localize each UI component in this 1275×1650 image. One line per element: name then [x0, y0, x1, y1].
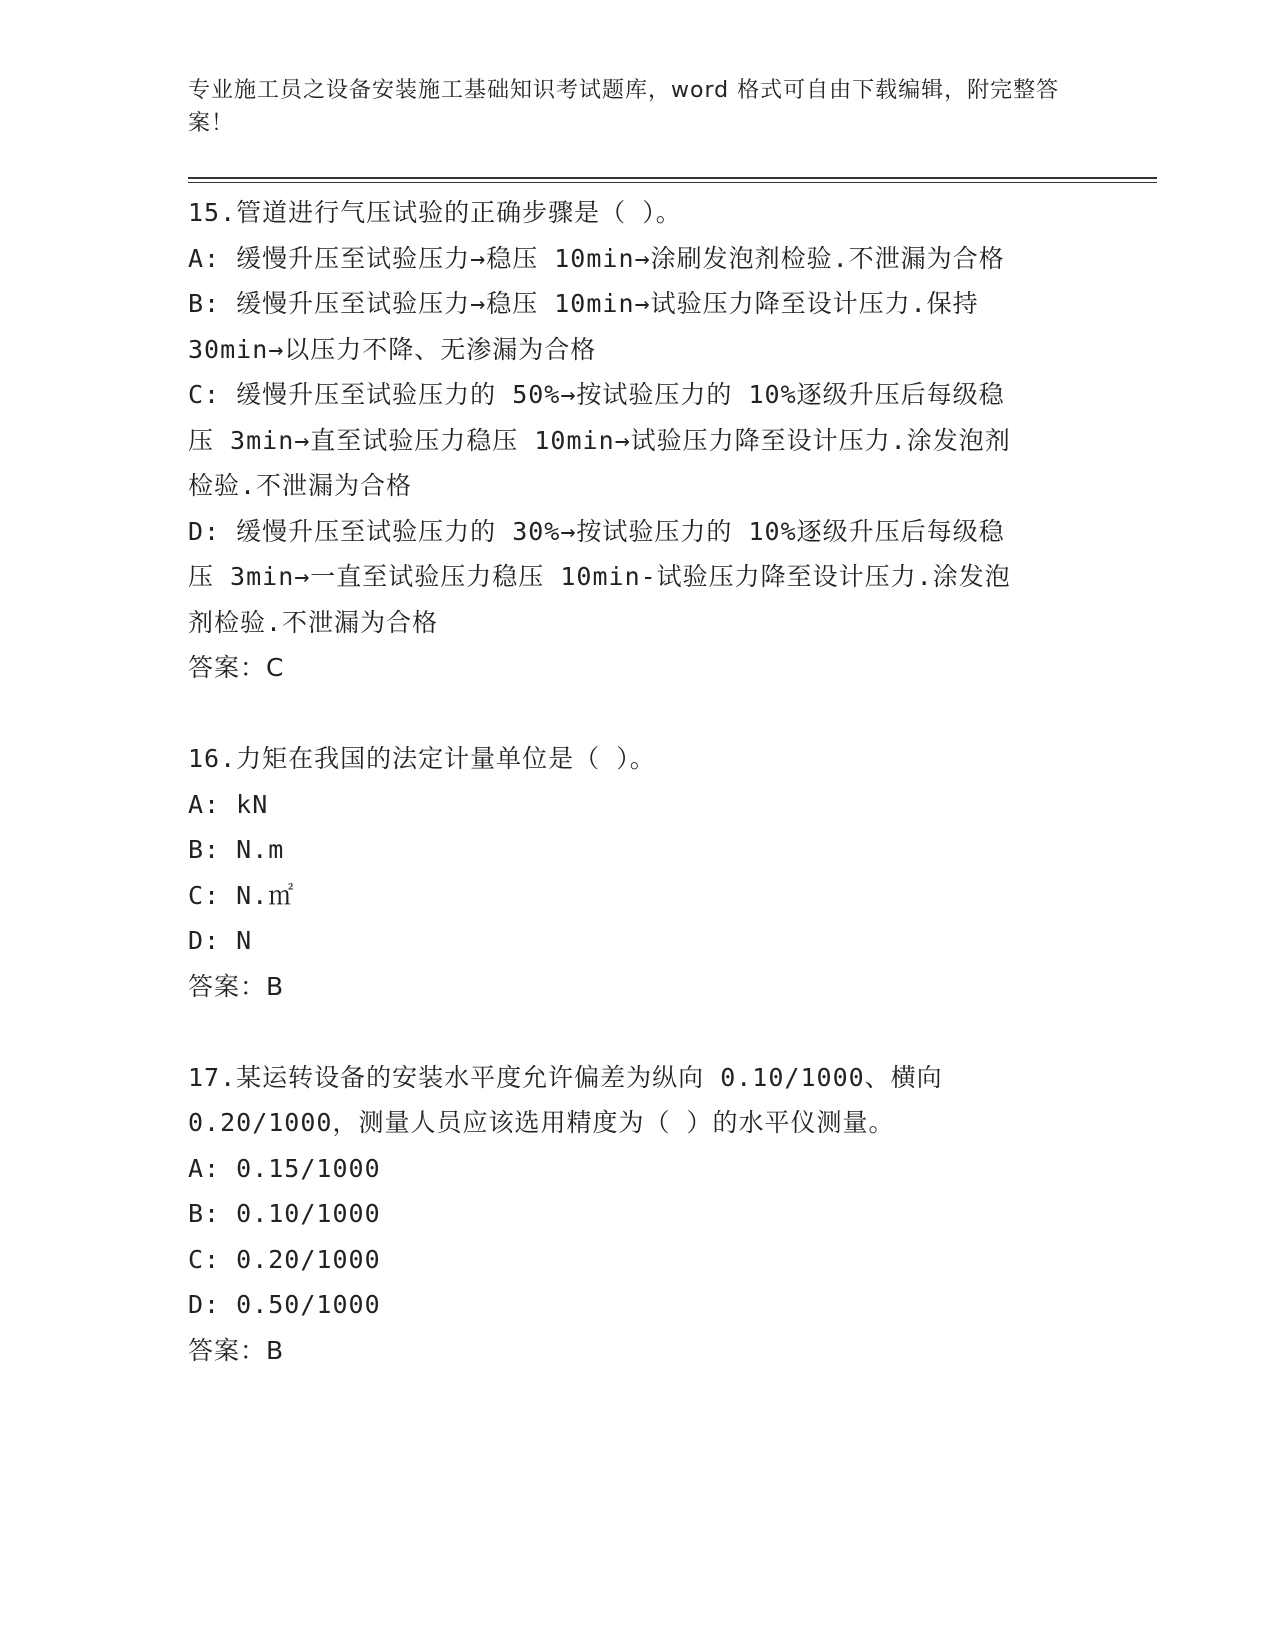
- answer-option: [188, 918, 1088, 964]
- answer-option: [188, 873, 1088, 919]
- question-stem-line: 15.管道进行气压试验的正确步骤是（ ）。: [188, 198, 682, 227]
- question-stem-line: 0.20/1000，测量人员应该选用精度为（ ）的水平仪测量。: [188, 1108, 895, 1137]
- answer-option: [188, 236, 1088, 282]
- document-header: 专业施工员之设备安装施工基础知识考试题库，word 格式可自由下载编辑，附完整答案！: [188, 78, 1060, 136]
- answer-option-line: C: 0.20/1000: [188, 1244, 381, 1274]
- answer-option-line: 30min→以压力不降、无渗漏为合格: [188, 334, 597, 364]
- answer-option-line: 检验.不泄漏为合格: [188, 471, 413, 500]
- answer-option-line: D: N: [188, 926, 253, 955]
- answer-option: [188, 1191, 1088, 1237]
- answer-option-line: A: 缓慢升压至试验压力→稳压 10min→涂刷发泡剂检验.不泄漏为合格: [188, 243, 1005, 273]
- question-block: [188, 190, 1088, 691]
- answer-option-line: A: 0.15/1000: [188, 1153, 381, 1183]
- answer-option-line: B: 0.10/1000: [188, 1199, 381, 1228]
- answer-option: [188, 281, 1088, 372]
- answer-option-line: D: 缓慢升压至试验压力的 30%→按试验压力的 10%逐级升压后每级稳: [188, 516, 1005, 546]
- answer-option: [188, 1146, 1088, 1192]
- answer-key: 答案：B: [188, 971, 285, 1001]
- question-spacer: [188, 691, 1088, 737]
- answer-option: [188, 372, 1088, 509]
- question-block: [188, 1055, 1088, 1374]
- question-stem-line: 16.力矩在我国的法定计量单位是（ ）。: [188, 744, 656, 773]
- answer-option: [188, 1282, 1088, 1328]
- answer-option-line: 剂检验.不泄漏为合格: [188, 607, 439, 637]
- answer-option-line: 压 3min→直至试验压力稳压 10min→试验压力降至设计压力.涂发泡剂: [188, 425, 1011, 455]
- answer-option-line: D: 0.50/1000: [188, 1290, 381, 1319]
- answer-option-line: C: N.㎡: [188, 880, 295, 910]
- answer-option: [188, 509, 1088, 646]
- question-spacer: [188, 1009, 1088, 1055]
- answer-key: 答案：B: [188, 1335, 285, 1365]
- answer-option-line: A: kN: [188, 789, 269, 819]
- answer-option: [188, 827, 1088, 873]
- answer-option-line: B: 缓慢升压至试验压力→稳压 10min→试验压力降至设计压力.保持: [188, 289, 979, 318]
- header-rule-thin: [188, 182, 1157, 183]
- answer-option-line: C: 缓慢升压至试验压力的 50%→按试验压力的 10%逐级升压后每级稳: [188, 380, 1005, 409]
- answer-option: [188, 782, 1088, 828]
- answer-key: 答案：C: [188, 653, 285, 682]
- header-rule-thick: [188, 177, 1157, 179]
- answer-option-line: 压 3min→一直至试验压力稳压 10min-试验压力降至设计压力.涂发泡: [188, 562, 1011, 591]
- answer-option: [188, 1237, 1088, 1283]
- question-block: [188, 736, 1088, 1009]
- answer-option-line: B: N.m: [188, 835, 285, 864]
- question-stem-line: 17.某运转设备的安装水平度允许偏差为纵向 0.10/1000、横向: [188, 1062, 943, 1092]
- question-list: [188, 190, 1088, 1373]
